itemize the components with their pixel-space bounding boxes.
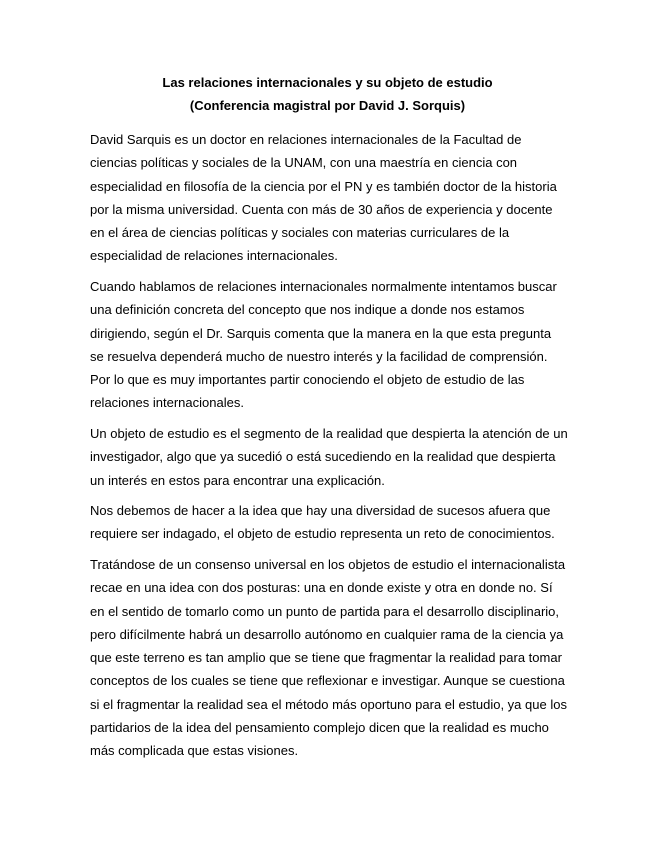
paragraph-consensus	[90, 553, 568, 763]
text-line: una definición concreta del concepto que nos indique a donde nos estamos	[90, 302, 525, 318]
text-line: Un objeto de estudio es el segmento de la realidad que despierta la atención de un	[90, 426, 568, 441]
text-line: dirigiendo, según el Dr. Sarquis comenta que la manera en la que esta pregunta	[90, 325, 552, 341]
text-line: ciencias políticas y sociales de la UNAM, con una maestría en ciencia con	[90, 155, 518, 171]
text-line: conceptos de los cuales se tiene que reflexionar e investigar. Aunque se cuestiona	[90, 673, 565, 689]
paragraph-object-of-study	[90, 422, 568, 492]
text-line: Nos debemos de hacer a la idea que hay una diversidad de sucesos afuera que	[90, 503, 551, 518]
text-line: por la misma universidad. Cuenta con más de 30 años de experiencia y docente	[90, 201, 553, 217]
text-line: un interés en estos para encontrar una explicación.	[90, 472, 385, 488]
text-line: relaciones internacionales.	[90, 395, 244, 411]
text-line: David Sarquis es un doctor en relaciones internacionales de la Facultad de	[90, 132, 522, 147]
text-line: en el sentido de tomarlo como un punto de partida para el desarrollo disciplinario,	[90, 603, 560, 619]
paragraph-definition	[90, 275, 568, 415]
text-line: en el área de ciencias políticas y sociales con materias curriculares de la	[90, 225, 510, 241]
text-line: Por lo que es muy importantes partir conociendo el objeto de estudio de las	[90, 372, 525, 388]
text-line: Tratándose de un consenso universal en los objetos de estudio el internacionalista	[90, 557, 566, 572]
text-line: especialidad de relaciones internacionales.	[90, 248, 338, 264]
text-line: que este terreno es tan amplio que se tiene que fragmentar la realidad para tomar	[90, 650, 562, 666]
text-line: más complicada que estas visiones.	[90, 743, 299, 759]
paragraph-diversity	[90, 499, 568, 546]
text-line: requiere ser indagado, el objeto de estudio representa un reto de conocimientos.	[90, 526, 555, 542]
text-line: se resuelva dependerá mucho de nuestro interés y la facilidad de comprensión.	[90, 348, 548, 364]
document-subtitle: (Conferencia magistral por David J. Sorquis)	[189, 98, 466, 113]
text-line: pero difícilmente habrá un desarrollo autónomo en cualquier rama de la ciencia ya	[90, 626, 564, 642]
text-line: especialidad en filosofía de la ciencia por el PN y es también doctor de la historia	[90, 178, 557, 194]
text-line: recae en una idea con dos posturas: una en donde existe y otra en donde no. Sí	[90, 580, 553, 596]
text-line: partidarios de la idea del pensamiento complejo dicen que la realidad es mucho	[90, 720, 549, 736]
text-line: investigador, algo que ya sucedió o está sucediendo en la realidad que despierta	[90, 449, 556, 465]
paragraph-author-bio	[90, 128, 568, 268]
text-line: Cuando hablamos de relaciones internacionales normalmente intentamos buscar	[90, 279, 557, 294]
text-line: si el fragmentar la realidad sea el método más oportuno para el estudio, ya que los	[90, 696, 567, 712]
document-title: Las relaciones internacionales y su objeto de estudio	[162, 75, 493, 90]
